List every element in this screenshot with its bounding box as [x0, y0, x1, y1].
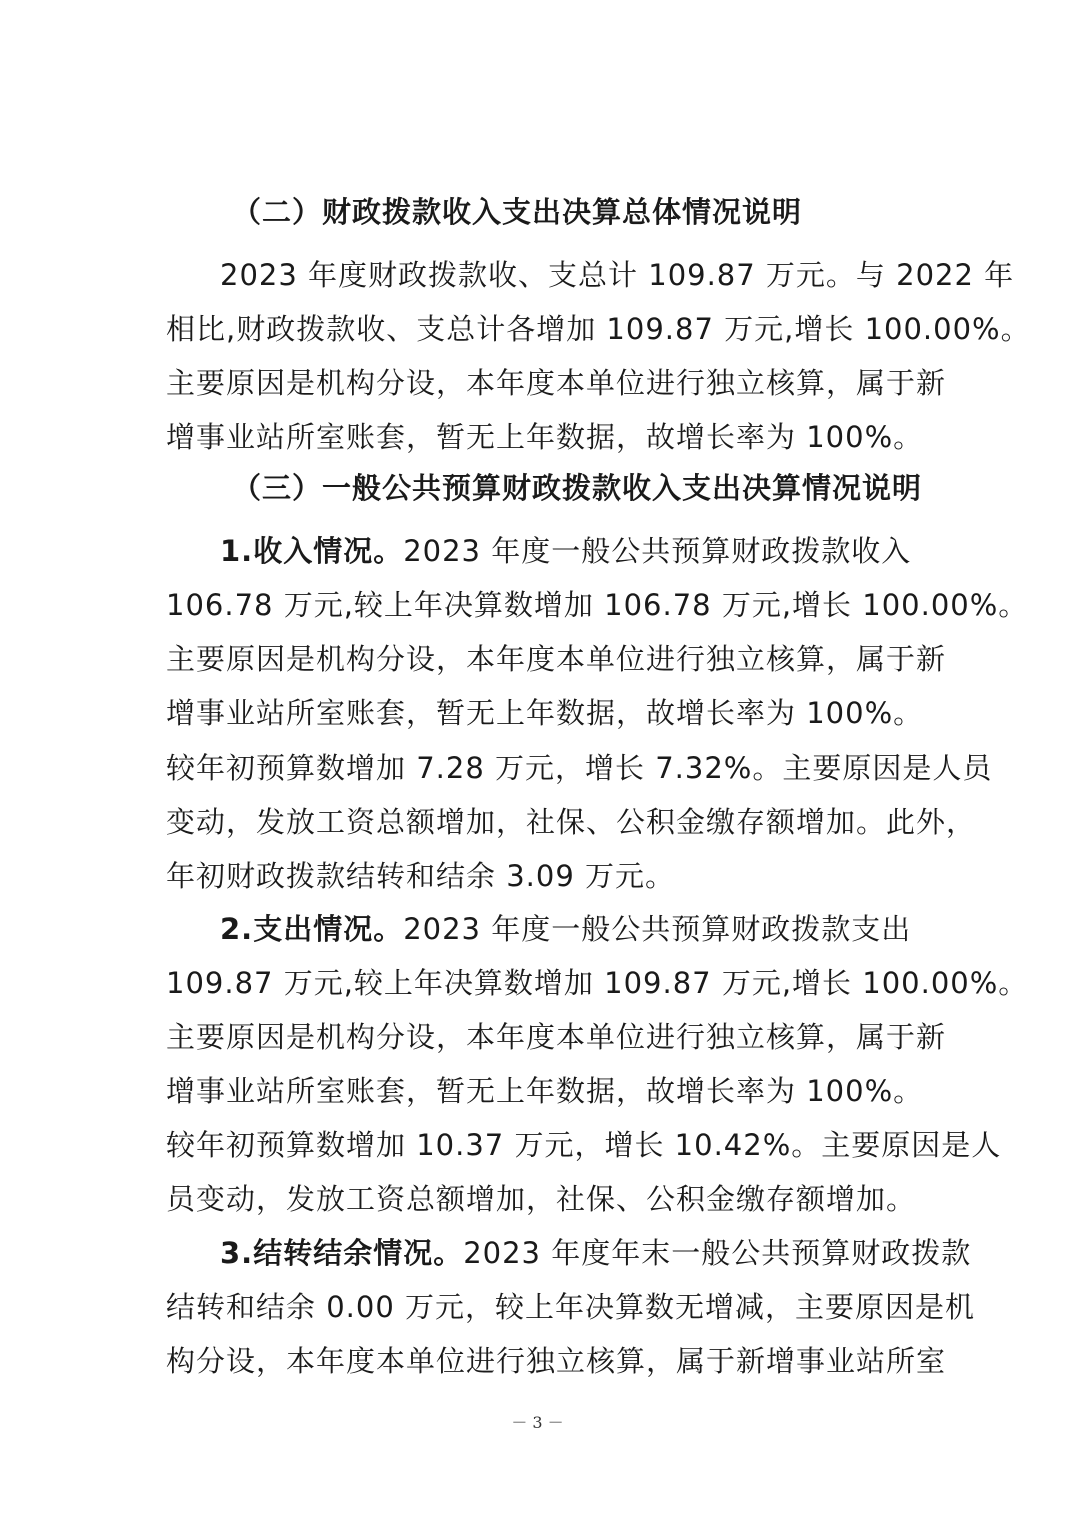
paragraph-line: 变动，发放工资总额增加，社保、公积金缴存额增加。此外， [166, 805, 977, 839]
paragraph-line: 增事业站所室账套，暂无上年数据，故增长率为 100%。 [166, 696, 924, 730]
paragraph-line: 106.78 万元,较上年决算数增加 106.78 万元,增长 100.00%。 [166, 588, 1029, 622]
paragraph-line: 构分设，本年度本单位进行独立核算，属于新增事业站所室 [166, 1344, 947, 1378]
section-2-heading: （二）财政拨款收入支出决算总体情况说明 [232, 195, 803, 229]
carryover-first-line-text: 2023 年度年末一般公共预算财政拨款 [463, 1236, 972, 1270]
paragraph-line: 主要原因是机构分设，本年度本单位进行独立核算，属于新 [166, 366, 947, 400]
paragraph-line: 2023 年度财政拨款收、支总计 109.87 万元。与 2022 年 [220, 258, 1015, 292]
expenditure-first-line-text: 2023 年度一般公共预算财政拨款支出 [403, 912, 912, 946]
paragraph-line: 员变动，发放工资总额增加，社保、公积金缴存额增加。 [166, 1182, 917, 1216]
paragraph-line: 增事业站所室账套，暂无上年数据，故增长率为 100%。 [166, 1074, 924, 1108]
paragraph-line: 结转和结余 0.00 万元，较上年决算数无增减，主要原因是机 [166, 1290, 976, 1324]
income-first-line [220, 534, 912, 568]
expenditure-lead: 2.支出情况。 [220, 912, 404, 946]
carryover-lead: 3.结转结余情况。 [220, 1236, 464, 1270]
carryover-first-line [220, 1236, 972, 1270]
page-number: － 3 － [511, 1413, 564, 1432]
income-lead: 1.收入情况。 [220, 534, 404, 568]
paragraph-line: 年初财政拨款结转和结余 3.09 万元。 [166, 859, 676, 893]
paragraph-line: 较年初预算数增加 7.28 万元，增长 7.32%。主要原因是人员 [166, 751, 993, 785]
paragraph-line: 相比,财政拨款收、支总计各增加 109.87 万元,增长 100.00%。 [166, 312, 1031, 346]
paragraph-line: 109.87 万元,较上年决算数增加 109.87 万元,增长 100.00%。 [166, 966, 1029, 1000]
income-first-line-text: 2023 年度一般公共预算财政拨款收入 [403, 534, 912, 568]
section-3-heading: （三）一般公共预算财政拨款收入支出决算情况说明 [232, 471, 923, 505]
paragraph-line: 主要原因是机构分设，本年度本单位进行独立核算，属于新 [166, 642, 947, 676]
paragraph-line: 主要原因是机构分设，本年度本单位进行独立核算，属于新 [166, 1020, 947, 1054]
paragraph-line: 增事业站所室账套，暂无上年数据，故增长率为 100%。 [166, 420, 924, 454]
expenditure-first-line [220, 912, 912, 946]
paragraph-line: 较年初预算数增加 10.37 万元，增长 10.42%。主要原因是人 [166, 1128, 1002, 1162]
